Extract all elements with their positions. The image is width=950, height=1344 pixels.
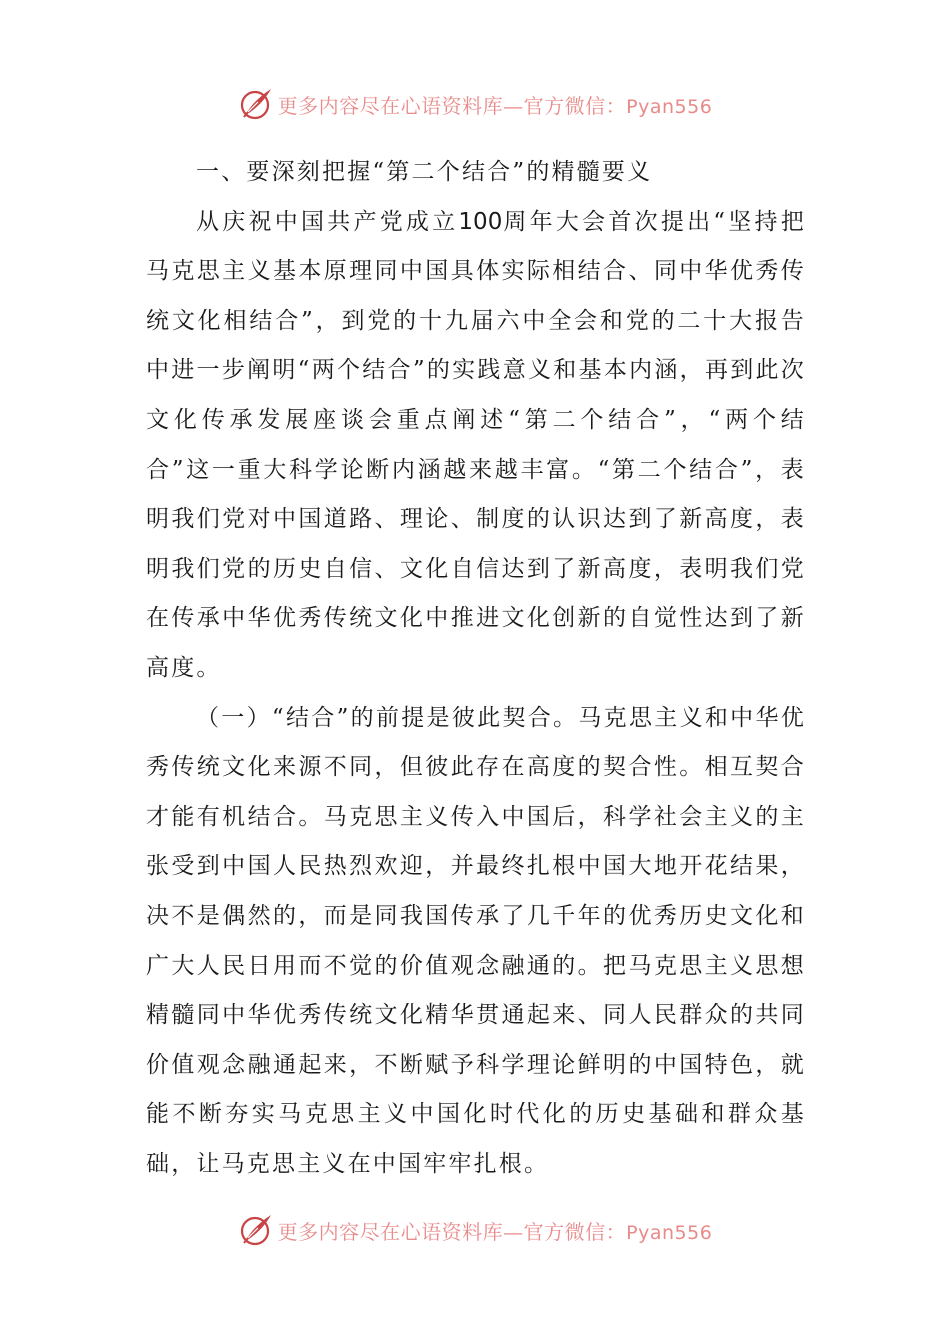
watermark-text: 更多内容尽在心语资料库—官方微信：	[277, 93, 627, 118]
paragraph-2: （一）“结合”的前提是彼此契合。马克思主义和中华优秀传统文化来源不同，但彼此存在高度的契合性。相互契合才能有机结合。马克思主义传入中国后，科学社会主义的主张受到中国人民热烈欢迎，并最终扎根中国大地开花结果，决不是偶然的，而是同我国传承了几千年的优秀历史文化和广大人民日用而不觉的价值观念融通的。把马克思主义思想精髓同中华优秀传统文化精华贯通起来、同人民群众的共同价值观念融通起来，不断赋予科学理论鲜明的中国特色，就能不断夯实马克思主义中国化时代化的历史基础和群众基础，让马克思主义在中国牢牢扎根。	[146, 704, 806, 1177]
watermark-contact: Pyan556	[626, 1221, 713, 1244]
quill-pen-logo-icon	[238, 86, 274, 122]
section-heading: 一、要深刻把握“第二个结合”的精髓要义	[196, 159, 653, 185]
watermark-banner-top	[0, 82, 950, 126]
watermark-contact: Pyan556	[626, 95, 713, 118]
paragraph-1	[146, 198, 806, 694]
paragraph-1-number: 100	[458, 208, 503, 235]
quill-pen-logo-icon	[238, 1212, 274, 1248]
watermark-text: 更多内容尽在心语资料库—官方微信：	[277, 1219, 627, 1244]
watermark-banner-bottom	[0, 1208, 950, 1252]
document-body	[146, 148, 806, 1189]
paragraph-1-rest: 周年大会首次提出“坚持把马克思主义基本原理同中国具体实际相结合、同中华优秀传统文化相结合”，到党的十九届六中全会和党的二十大报告中进一步阐明“两个结合”的实践意义和基本内涵，再到此次文化传承发展座谈会重点阐述“第二个结合”，“两个结合”这一重大科学论断内涵越来越丰富。“第二个结合”，表明我们党对中国道路、理论、制度的认识达到了新高度，表明我们党的历史自信、文化自信达到了新高度，表明我们党在传承中华优秀传统文化中推进文化创新的自觉性达到了新高度。	[146, 208, 806, 681]
paragraph-1-start: 从庆祝中国共产党成立	[196, 208, 459, 235]
